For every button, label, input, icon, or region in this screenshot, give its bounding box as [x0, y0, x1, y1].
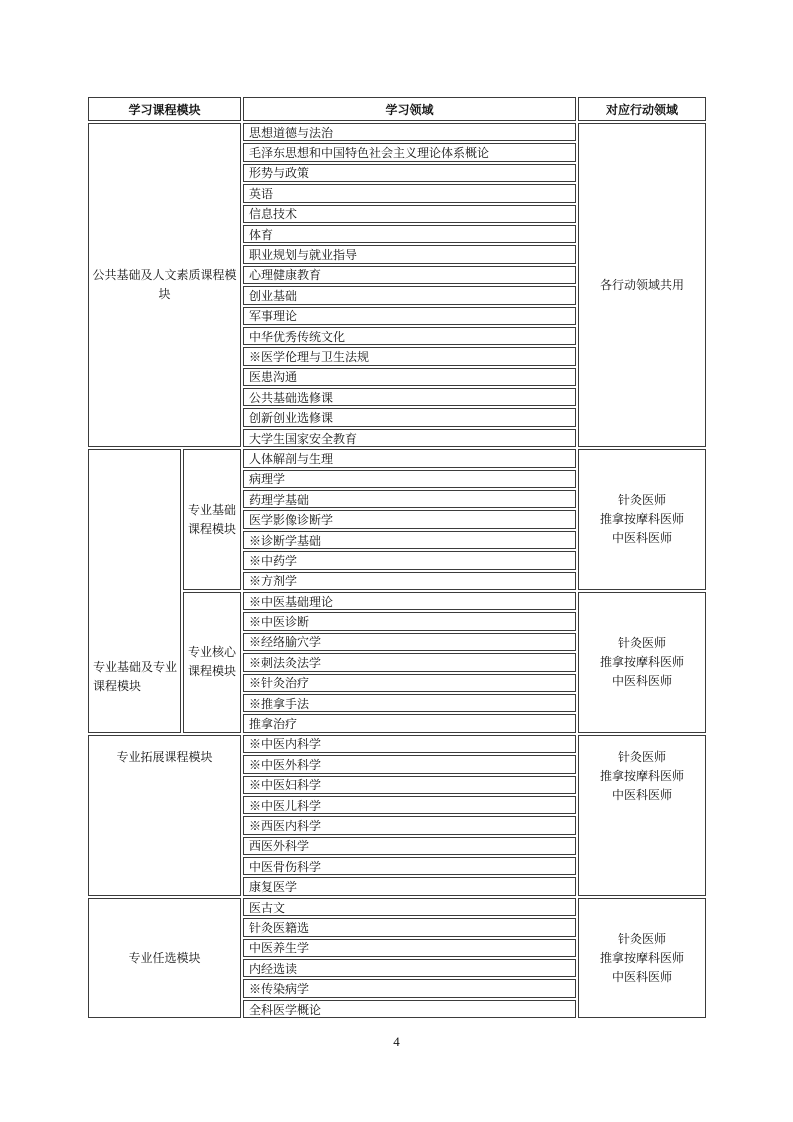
course-row: 职业规划与就业指导 [243, 245, 576, 263]
course-row: ※传染病学 [243, 979, 576, 997]
course-row: 中华优秀传统文化 [243, 327, 576, 345]
action-line: 推拿按摩科医师 [599, 768, 684, 783]
course-row: 心理健康教育 [243, 266, 576, 284]
header-cell-module: 学习课程模块 [88, 97, 241, 121]
course-row: 内经选读 [243, 959, 576, 977]
course-rows [243, 123, 576, 447]
sub-module-cell: 专业基础课程模块 [183, 449, 241, 590]
course-row: 病理学 [243, 470, 576, 488]
module-cell: 专业基础及专业课程模块 [88, 449, 181, 732]
course-row: 军事理论 [243, 307, 576, 325]
course-row: 公共基础选修课 [243, 388, 576, 406]
section-elective [88, 898, 706, 1018]
course-row: 创新创业选修课 [243, 408, 576, 426]
course-row: 英语 [243, 184, 576, 202]
course-row: 全科医学概论 [243, 1000, 576, 1018]
action-cell [578, 592, 706, 733]
course-row: 毛泽东思想和中国特色社会主义理论体系概论 [243, 143, 576, 161]
course-rows [243, 735, 576, 896]
table-header-row [88, 97, 706, 121]
section-public-basic [88, 123, 706, 447]
course-row: 形势与政策 [243, 164, 576, 182]
course-row: 康复医学 [243, 877, 576, 895]
subsection-professional-basic [183, 449, 706, 590]
sub-sections [183, 449, 706, 732]
action-line: 中医科医师 [611, 969, 672, 984]
course-row: ※刺法灸法学 [243, 653, 576, 671]
action-line: 推拿按摩科医师 [599, 512, 684, 527]
section-professional [88, 449, 706, 732]
course-row: 大学生国家安全教育 [243, 429, 576, 447]
module-cell: 公共基础及人文素质课程模块 [88, 123, 241, 447]
action-line: 中医科医师 [611, 531, 672, 546]
action-line: 推拿按摩科医师 [599, 654, 684, 669]
course-row: ※中医内科学 [243, 735, 576, 753]
course-rows [243, 449, 576, 590]
page-number: 4 [393, 1034, 400, 1049]
course-row: 针灸医籍选 [243, 918, 576, 936]
course-row: ※中医儿科学 [243, 796, 576, 814]
course-row: ※西医内科学 [243, 816, 576, 834]
action-line: 中医科医师 [611, 673, 672, 688]
subsection-professional-core [183, 592, 706, 733]
sub-module-cell: 专业核心课程模块 [183, 592, 241, 733]
course-row: 信息技术 [243, 205, 576, 223]
header-cell-action: 对应行动领域 [578, 97, 706, 121]
course-row: ※中医基础理论 [243, 592, 576, 610]
course-row: 创业基础 [243, 286, 576, 304]
course-row: 思想道德与法治 [243, 123, 576, 141]
course-row: ※诊断学基础 [243, 531, 576, 549]
course-row: 推拿治疗 [243, 714, 576, 732]
action-line: 针灸医师 [617, 635, 666, 650]
course-row: ※医学伦理与卫生法规 [243, 347, 576, 365]
course-row: ※针灸治疗 [243, 674, 576, 692]
action-cell [578, 449, 706, 590]
action-line: 推拿按摩科医师 [599, 950, 684, 965]
module-cell: 专业任选模块 [88, 898, 241, 1018]
module-cell: 专业拓展课程模块 [88, 735, 241, 896]
curriculum-table [88, 97, 706, 1018]
course-rows [243, 898, 576, 1018]
course-row: ※推拿手法 [243, 694, 576, 712]
course-row: 西医外科学 [243, 837, 576, 855]
course-row: 医患沟通 [243, 368, 576, 386]
course-row: 体育 [243, 225, 576, 243]
course-row: 中医养生学 [243, 939, 576, 957]
course-row: ※中医妇科学 [243, 776, 576, 794]
action-line: 针灸医师 [617, 931, 666, 946]
course-row: 医古文 [243, 898, 576, 916]
action-line: 针灸医师 [617, 749, 666, 764]
action-line: 中医科医师 [611, 787, 672, 802]
action-cell [578, 123, 706, 447]
course-row: 中医骨伤科学 [243, 857, 576, 875]
action-cell [578, 898, 706, 1018]
course-row: ※中医外科学 [243, 755, 576, 773]
course-row: ※中药学 [243, 551, 576, 569]
course-row: 药理学基础 [243, 490, 576, 508]
course-rows [243, 592, 576, 733]
action-line: 各行动领域共用 [599, 277, 684, 292]
section-expansion [88, 735, 706, 896]
course-row: ※方剂学 [243, 572, 576, 590]
header-cell-area: 学习领域 [243, 97, 576, 121]
course-row: 医学影像诊断学 [243, 510, 576, 528]
action-line: 针灸医师 [617, 493, 666, 508]
action-cell [578, 735, 706, 896]
course-row: ※中医诊断 [243, 612, 576, 630]
course-row: ※经络腧穴学 [243, 633, 576, 651]
course-row: 人体解剖与生理 [243, 449, 576, 467]
